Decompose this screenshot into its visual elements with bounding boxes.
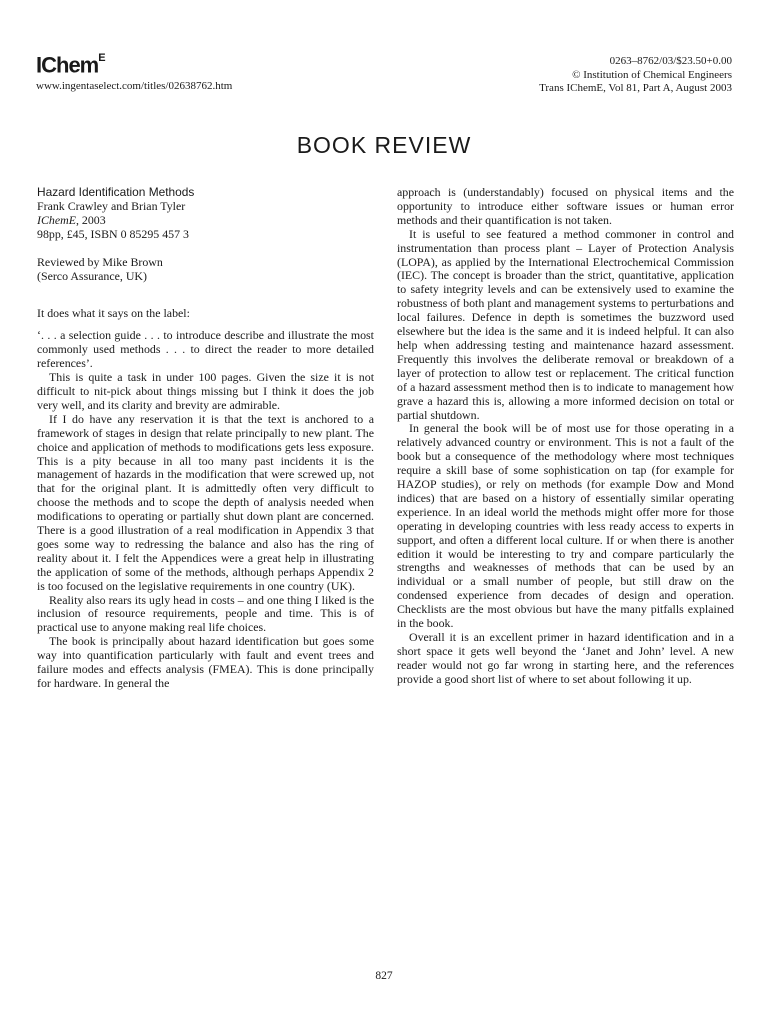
book-publisher: IChemE, 2003	[37, 212, 106, 227]
quoted-text: ‘. . . a selection guide . . . to introduce describe and illustrate the most commonly used methods . . . to direct the reader to more detailed references’.	[37, 328, 374, 371]
reviewer: Reviewed by Mike Brown	[37, 254, 163, 269]
page-number: 827	[375, 970, 393, 982]
book-details: 98pp, £45, ISBN 0 85295 457 3	[37, 226, 189, 241]
book-title: Hazard Identification Methods	[37, 185, 195, 199]
paragraph: Overall it is an excellent primer in hazard identification and in a short space it gets well beyond the ‘Janet and John’ level. A new reader would not go far wrong in starting here, and the references provide a good short list of where to set about following it up.	[397, 630, 734, 686]
reviewer-affiliation: (Serco Assurance, UK)	[37, 268, 147, 283]
paragraph: The book is principally about hazard identification but goes some way into quantification particularly with fault and event trees and failure modes and effects analysis (FMEA). This is done principally for hardware. In general the	[37, 634, 374, 690]
intro-paragraph: It does what it says on the label:	[37, 306, 190, 321]
paragraph: approach is (understandably) focused on physical items and the opportunity to introduce either software issues or human error methods and their quantification is not taken.	[397, 185, 734, 227]
paragraph: Reality also rears its ugly head in costs – and one thing I liked is the inclusion of resource requirements, people and time. This is of practical use to anyone making real life choices.	[37, 592, 374, 635]
page-title: BOOK REVIEW	[296, 132, 472, 158]
ichemE-logo: IChem$^E$	[36, 52, 106, 78]
paragraph: In general the book will be of most use for those operating in a relatively advanced country or environment. This is not a fault of the book but a consequence of the methodology where most techniques require a skill base of some sophistication on tap (for example for HAZOP studies), or rely on methods (for example Dow and Mond indices) that are based on a history of essentially similar operating experience. In an ideal world the methods might offer more for those operating in developing countries with less ready access to experts in support, and often a different local culture. If or when there is another edition it would be interesting to try and compare particularly the strengths and weaknesses of methods that can be used by an individual or a small number of people, but still draw on the condensed experience from decades of design and operation. Checklists are the most obvious but have the many pitfalls explained in the book.	[397, 421, 734, 631]
journal-header-info	[539, 55, 732, 96]
book-authors: Frank Crawley and Brian Tyler	[37, 198, 186, 213]
paragraph: It is useful to see featured a method commoner in control and instrumentation than process plant – Layer of Protection Analysis (LOPA), as applied by the International Electrochemical Commission (IEC). The concept is broader than the strict, quantitative, application to safety integrity levels and can be extensively used to examine the robustness of both plant and management systems to perturbations and local failures. Defence in depth is sometimes the buzzword used elsewhere but the idea is the same and it is indeed helpful. It can also help when addressing testing and maintenance hazard assessment. Frequently this involves the deliberate removal or breakdown of a layer of protection to allow test or replacement. The critical function of a hazard assessment method then is to indicate to management how grave a hazard this is, allowing a more informed decision on total or partial shutdown.	[397, 226, 734, 422]
right-column	[397, 186, 734, 687]
copyright-line: © Institution of Chemical Engineers	[572, 68, 732, 81]
journal-citation: Trans IChemE, Vol 81, Part A, August 2003	[539, 82, 732, 94]
paragraph: If I do have any reservation it is that the text is anchored to a framework of stages in design that relate principally to new plant. The choice and application of methods to modifications gets less exposure. This is a pity because in all too many past incidents it is the management of hazards in the modification that were screwed up, not that for the original plant. It is admittedly often very difficult to choose the methods and to scope the depth of analysis needed when modifications to operating or partially shut down plant are concerned. There is a good illustration of a real modification in Appendix 3 that goes some way to redressing the balance and also has the ring of reality about it. I felt the Appendices were a great help in illustrating the application of some of the methods, although perhaps Appendix 2 is too focused on the legislative requirements in one country (UK).	[37, 411, 374, 593]
journal-url[interactable]: www.ingentaselect.com/titles/02638762.htm	[36, 80, 233, 92]
left-column	[37, 186, 374, 691]
issn-code: 0263–8762/03/$23.50+0.00	[609, 55, 732, 67]
paragraph: This is quite a task in under 100 pages. Given the size it is not difficult to nit-pick about things missing but I think it does the job very well, and its clarity and brevity are admirable.	[37, 370, 374, 412]
